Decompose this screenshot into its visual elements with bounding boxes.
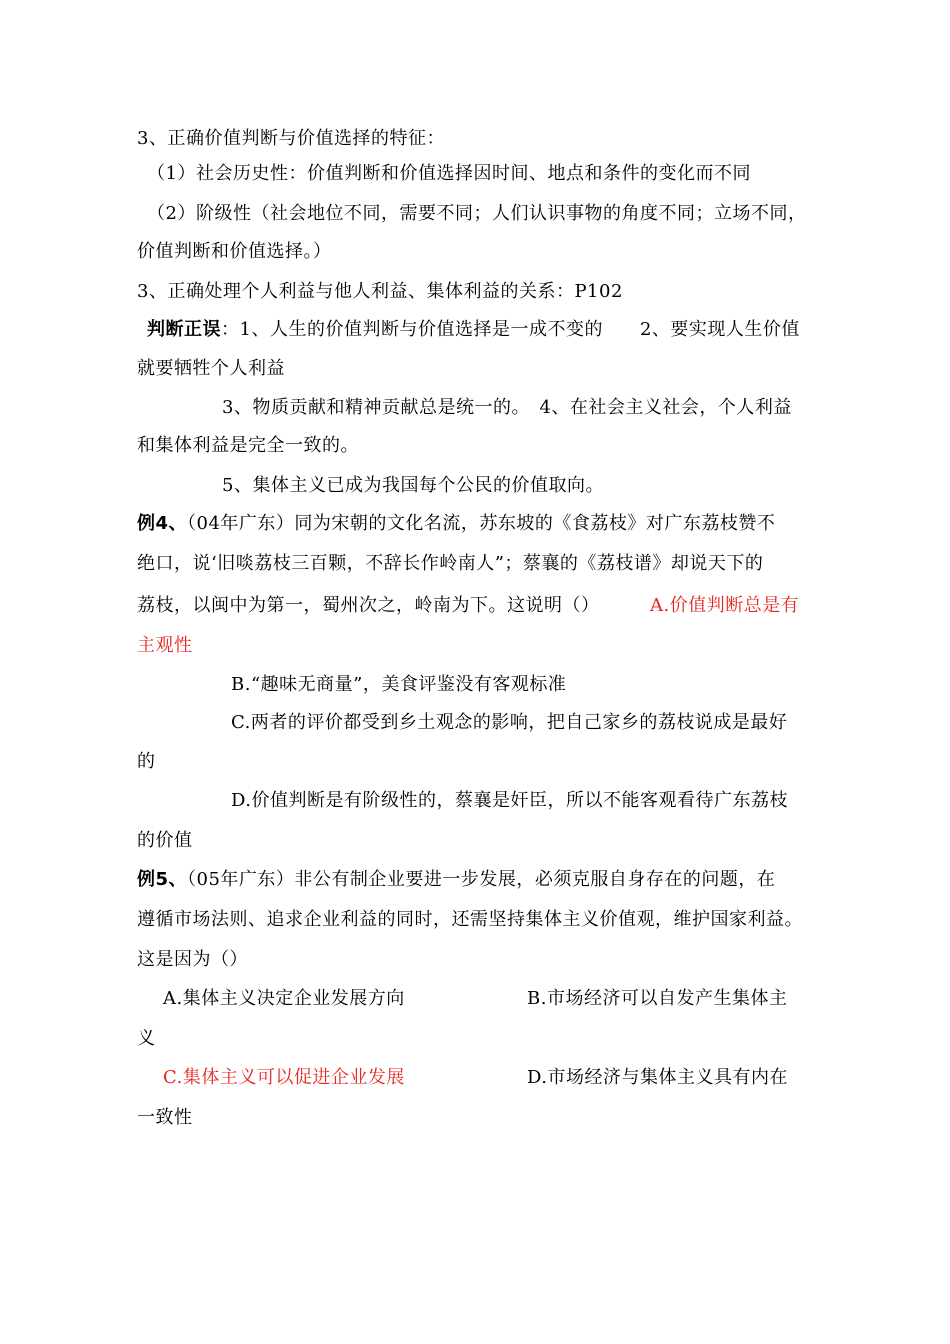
example-4-option-b: B.“趣味无商量”，美食评鉴没有客观标准 [231, 674, 567, 695]
example-4-answer-a-part-2: 主观性 [137, 635, 193, 656]
judge-line-4: 和集体利益是完全一致的。 [137, 435, 359, 456]
example-5-text-1: （05年广东）非公有制企业要进一步发展，必须克服自身存在的问题，在 [187, 869, 776, 890]
judge-line-5: 5、集体主义已成为我国每个公民的价值取向。 [222, 475, 604, 496]
judge-label: 判断正误 [147, 319, 221, 340]
example-5-line-3: 这是因为（） [137, 949, 248, 970]
example-4-option-c-line-1: C.两者的评价都受到乡土观念的影响，把自己家乡的荔枝说成是最好 [231, 712, 788, 733]
example-4-option-c-line-2: 的 [137, 751, 156, 772]
example-5-option-b-line-1: B.市场经济可以自发产生集体主 [527, 988, 788, 1009]
judge-line-1-text: ：1、人生的价值判断与价值选择是一成不变的 2、要实现人生价值 [221, 319, 800, 340]
example-5-label: 例5、 [137, 869, 188, 890]
example-4-line-3: 荔枝，以闽中为第一，蜀州次之，岭南为下。这说明（） [137, 595, 600, 616]
example-5-line-2: 遵循市场法则、追求企业利益的同时，还需坚持集体主义价值观，维护国家利益。 [137, 909, 803, 930]
example-5-option-b-line-2: 义 [137, 1028, 156, 1049]
section-3-heading: 3、正确价值判断与价值选择的特征： [137, 128, 445, 149]
judge-line-3: 3、物质贡献和精神贡献总是统一的。 4、在社会主义社会，个人利益 [222, 397, 792, 418]
judge-line-1 [147, 318, 800, 342]
example-4-text-1: （04年广东）同为宋朝的文化名流，苏东坡的《食荔枝》对广东荔枝赞不 [187, 513, 776, 534]
point-2-line-2: 价值判断和价值选择。） [137, 241, 332, 262]
example-4-line-2: 绝口，说‘旧啖荔枝三百颗，不辞长作岭南人”；蔡襄的《荔枝谱》却说天下的 [137, 553, 764, 574]
example-5-option-a: A.集体主义决定企业发展方向 [163, 988, 405, 1009]
example-4-option-d-line-2: 的价值 [137, 830, 193, 851]
example-4-answer-a-part-1: A.价值判断总是有 [650, 595, 800, 616]
example-5-answer-c: C.集体主义可以促进企业发展 [163, 1067, 405, 1088]
example-5-line-1 [137, 868, 775, 892]
example-5-option-d-line-2: 一致性 [137, 1107, 193, 1128]
example-4-option-d-line-1: D.价值判断是有阶级性的，蔡襄是奸臣，所以不能客观看待广东荔枝 [231, 790, 789, 811]
example-5-option-d-line-1: D.市场经济与集体主义具有内在 [527, 1067, 789, 1088]
point-2-line-1: （2）阶级性（社会地位不同，需要不同；人们认识事物的角度不同；立场不同， [147, 203, 807, 224]
example-4-line-1 [137, 512, 775, 536]
section-3b-heading: 3、正确处理个人利益与他人利益、集体利益的关系：P102 [137, 281, 623, 302]
judge-line-2: 就要牺牲个人利益 [137, 358, 285, 379]
example-4-label: 例4、 [137, 513, 188, 534]
point-1: （1）社会历史性：价值判断和价值选择因时间、地点和条件的变化而不同 [147, 163, 751, 184]
